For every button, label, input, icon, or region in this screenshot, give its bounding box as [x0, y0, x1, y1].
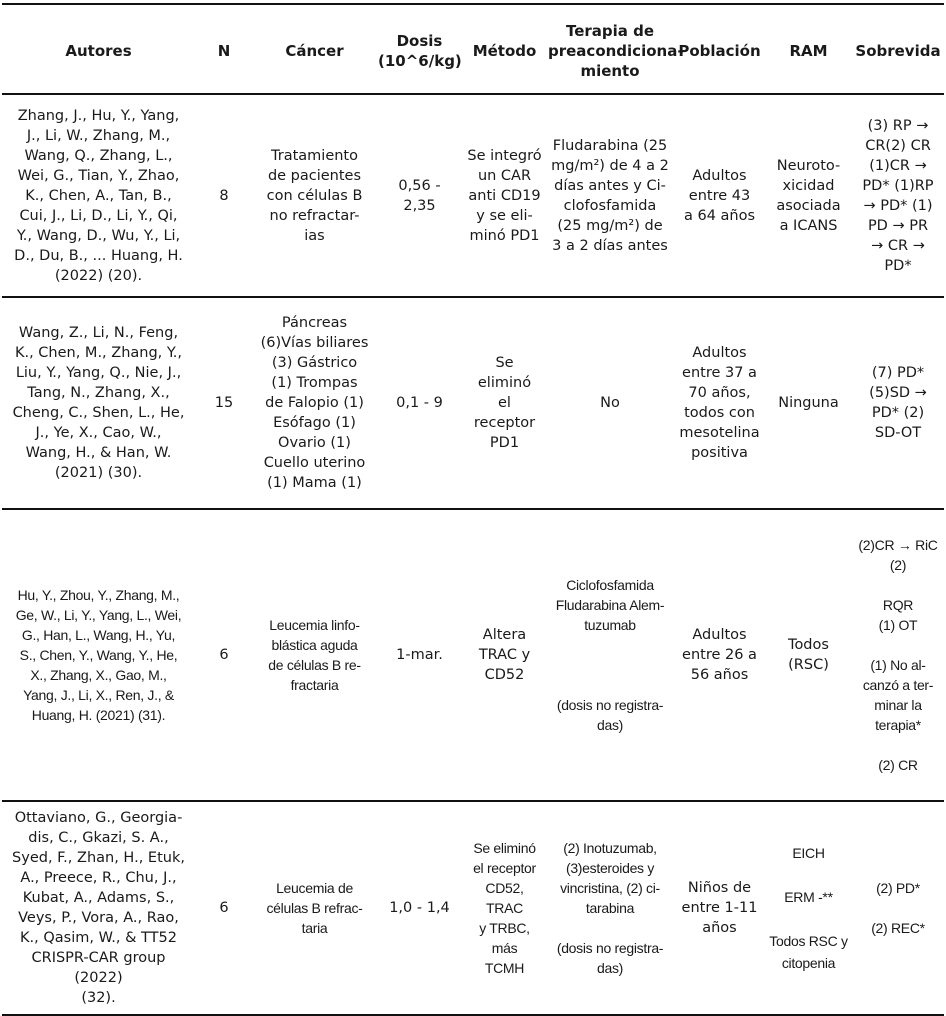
cell-cancer: Leucemia de células B refrac- taria [253, 801, 376, 1015]
table-row [2, 94, 944, 297]
header-poblacion: Población [674, 4, 765, 94]
header-row [2, 4, 944, 94]
cell-ram: Ninguna [765, 297, 852, 509]
cell-metodo: Se eliminó el receptor CD52, TRAC y TRBC, más TCMH [463, 801, 546, 1015]
cell-terapia: (2) Inotuzumab, (3)esteroides y vincristina, (2) ci- tarabina (dosis no registra- das) [546, 801, 674, 1015]
cell-dosis: 1-mar. [376, 509, 463, 801]
cell-autores: Hu, Y., Zhou, Y., Zhang, M., Ge, W., Li, Y., Yang, L., Wei, G., Han, L., Wang, H., Yu, S., Chen, Y., Wang, Y., He, X., Zhang, X., Gao, M., Yang, J., Li, X., Ren, J., & Huang, H. (2021) (31). [2, 509, 195, 801]
header-dosis: Dosis (10^6/kg) [376, 4, 463, 94]
cell-ram: EICH ERM -** Todos RSC y citopenia [765, 801, 852, 1015]
header-ram: RAM [765, 4, 852, 94]
header-terapia: Terapia de preacondiciona- miento [546, 4, 674, 94]
cell-ram: Todos (RSC) [765, 509, 852, 801]
cell-poblacion: Adultos entre 37 a 70 años, todos con mesotelina positiva [674, 297, 765, 509]
header-sobrevida: Sobrevida [852, 4, 944, 94]
cell-terapia: Fludarabina (25 mg/m²) de 4 a 2 días antes y Ci- clofosfamida (25 mg/m²) de 3 a 2 días antes [546, 94, 674, 297]
cell-n: 6 [195, 509, 253, 801]
cell-autores: Ottaviano, G., Georgia- dis, C., Gkazi, S. A., Syed, F., Zhan, H., Etuk, A., Preece, R., Chu, J., Kubat, A., Adams, S., Veys, P., Vora, A., Rao, K., Qasim, W., & TT52 CRISPR-CAR group (2022) (32). [2, 801, 195, 1015]
cell-dosis: 1,0 - 1,4 [376, 801, 463, 1015]
cell-dosis: 0,56 - 2,35 [376, 94, 463, 297]
cell-n: 8 [195, 94, 253, 297]
cell-sobrevida: (2)CR → RiC (2) RQR (1) OT (1) No al- canzó a ter- minar la terapia* (2) CR [852, 509, 944, 801]
header-metodo: Método [463, 4, 546, 94]
results-table [2, 3, 944, 1016]
cell-poblacion: Adultos entre 26 a 56 años [674, 509, 765, 801]
table-row [2, 801, 944, 1015]
cell-n: 15 [195, 297, 253, 509]
cell-cancer: Leucemia linfo- blástica aguda de células B re- fractaria [253, 509, 376, 801]
cell-poblacion: Adultos entre 43 a 64 años [674, 94, 765, 297]
cell-metodo: Se eliminó el receptor PD1 [463, 297, 546, 509]
table-row [2, 509, 944, 801]
cell-metodo: Altera TRAC y CD52 [463, 509, 546, 801]
cell-autores: Wang, Z., Li, N., Feng, K., Chen, M., Zhang, Y., Liu, Y., Yang, Q., Nie, J., Tang, N., Zhang, X., Cheng, C., Shen, L., He, J., Ye, X., Cao, W., Wang, H., & Han, W. (2021) (30). [2, 297, 195, 509]
cell-metodo: Se integró un CAR anti CD19 y se eli- minó PD1 [463, 94, 546, 297]
cell-dosis: 0,1 - 9 [376, 297, 463, 509]
cell-cancer: Páncreas (6)Vías biliares (3) Gástrico (1) Trompas de Falopio (1) Esófago (1) Ovario (1) Cuello uterino (1) Mama (1) [253, 297, 376, 509]
cell-terapia: No [546, 297, 674, 509]
header-cancer: Cáncer [253, 4, 376, 94]
cell-sobrevida: (2) PD* (2) REC* [852, 801, 944, 1015]
cell-cancer: Tratamiento de pacientes con células B no refractar- ias [253, 94, 376, 297]
cell-terapia: Ciclofosfamida Fludarabina Alem- tuzumab (dosis no registra- das) [546, 509, 674, 801]
cell-autores: Zhang, J., Hu, Y., Yang, J., Li, W., Zhang, M., Wang, Q., Zhang, L., Wei, G., Tian, Y., Zhao, K., Chen, A., Tan, B., Cui, J., Li, D., Li, Y., Qi, Y., Wang, D., Wu, Y., Li, D., Du, B., ... Huang, H. (2022) (20). [2, 94, 195, 297]
cell-n: 6 [195, 801, 253, 1015]
cell-sobrevida: (7) PD* (5)SD → PD* (2) SD-OT [852, 297, 944, 509]
header-n: N [195, 4, 253, 94]
header-autores: Autores [2, 4, 195, 94]
cell-sobrevida: (3) RP → CR(2) CR (1)CR → PD* (1)RP → PD* (1) PD → PR → CR → PD* [852, 94, 944, 297]
cell-poblacion: Niños de entre 1-11 años [674, 801, 765, 1015]
table-row [2, 297, 944, 509]
cell-ram: Neuroto- xicidad asociada a ICANS [765, 94, 852, 297]
